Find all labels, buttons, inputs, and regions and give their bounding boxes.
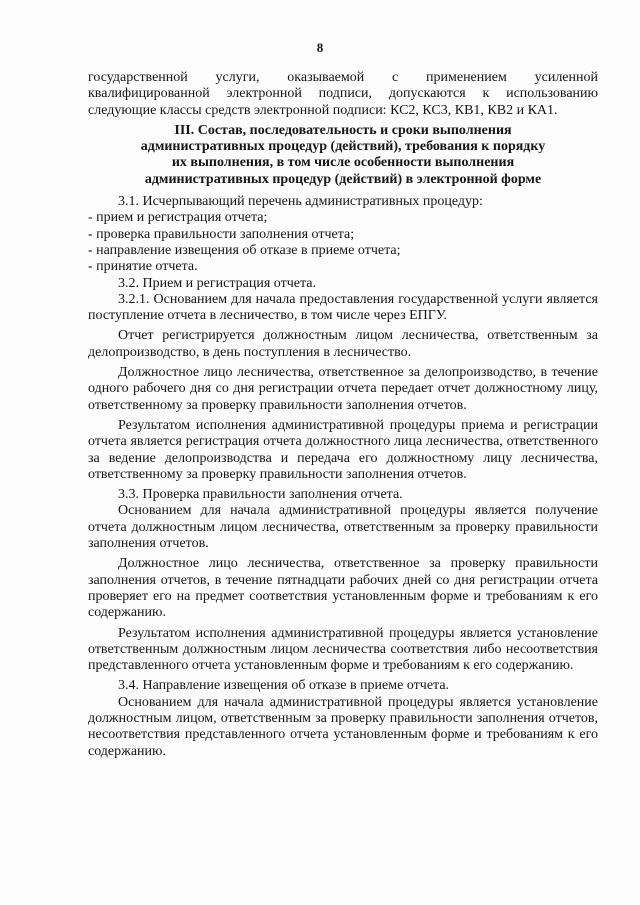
heading-line-3: их выполнения, в том числе особенности выполнения xyxy=(171,155,515,171)
paragraph-basis-2: Основанием для начала административной процедуры является получение отчета должностным лицом лесничества, ответственным за проверку правильности заполнения отчетов. xyxy=(88,503,598,552)
list-item: - направление извещения об отказе в приеме отчета; xyxy=(88,242,401,258)
heading-line-4: административных процедур (действий) в электронной форме xyxy=(144,171,542,187)
paragraph-3-2-1: 3.2.1. Основанием для начала предоставления государственной услуги является поступление отчета в лесничество, в том числе через ЕПГУ. xyxy=(88,291,598,324)
section-heading xyxy=(88,123,598,188)
heading-line-2: административных процедур (действий), требования к порядку xyxy=(140,139,546,155)
paragraph-check: Должностное лицо лесничества, ответственное за проверку правильности заполнения отчетов, в течение пятнадцати рабочих дней со дня регистрации отчета проверяет его на предмет соответствия установленным форме и требованиям к его содержанию. xyxy=(88,556,598,621)
paragraph-result-1: Результатом исполнения административной процедуры приема и регистрации отчета является регистрация отчета должностного лица лесничества, ответственного за ведение делопроизводства и передача его должностному лицу лесничества, ответственному за проверку правильности заполнения отчетов. xyxy=(88,417,598,482)
paragraph-basis-3: Основанием для начала административной процедуры является установление должностным лицом, ответственным за проверку правильности заполнения отчетов, несоответствия представленного отчета установленным форме и требованиям к его содержанию. xyxy=(88,694,598,759)
intro-paragraph: государственной услуги, оказываемой с применением усиленной квалифицированной электронной подписи, допускаются к использованию следующие классы средств электронной подписи: КС2, КС3, КВ1, КВ2 и КА1. xyxy=(88,70,598,118)
heading-line-1: III. Состав, последовательность и сроки выполнения xyxy=(174,122,512,138)
paragraph-registration: Отчет регистрируется должностным лицом лесничества, ответственным за делопроизводство, в день поступления в лесничество. xyxy=(88,328,598,360)
page-number: 8 xyxy=(316,40,324,55)
paragraph-3-2: 3.2. Прием и регистрация отчета. xyxy=(118,275,316,291)
paragraph-result-2: Результатом исполнения административной процедуры является установление ответственным должностным лицом лесничества соответствия либо несоответствия представленного отчета установленным форме и требованиям к его содержанию. xyxy=(88,625,598,674)
paragraph-3-3: 3.3. Проверка правильности заполнения отчета. xyxy=(118,487,403,503)
list-item: - принятие отчета. xyxy=(88,259,198,275)
document-body xyxy=(88,70,598,760)
procedures-list xyxy=(88,210,598,275)
paragraph-responsible: Должностное лицо лесничества, ответственное за делопроизводство, в течение одного рабочего дня со дня регистрации отчета передает отчет должностному лицу, ответственному за проверку правильности заполнения отчетов. xyxy=(88,365,598,413)
paragraph-3-4: 3.4. Направление извещения об отказе в приеме отчета. xyxy=(118,678,450,694)
paragraph-3-1: 3.1. Исчерпывающий перечень административных процедур: xyxy=(118,194,483,210)
list-item: - проверка правильности заполнения отчета; xyxy=(88,226,355,242)
list-item: - прием и регистрация отчета; xyxy=(88,210,268,226)
